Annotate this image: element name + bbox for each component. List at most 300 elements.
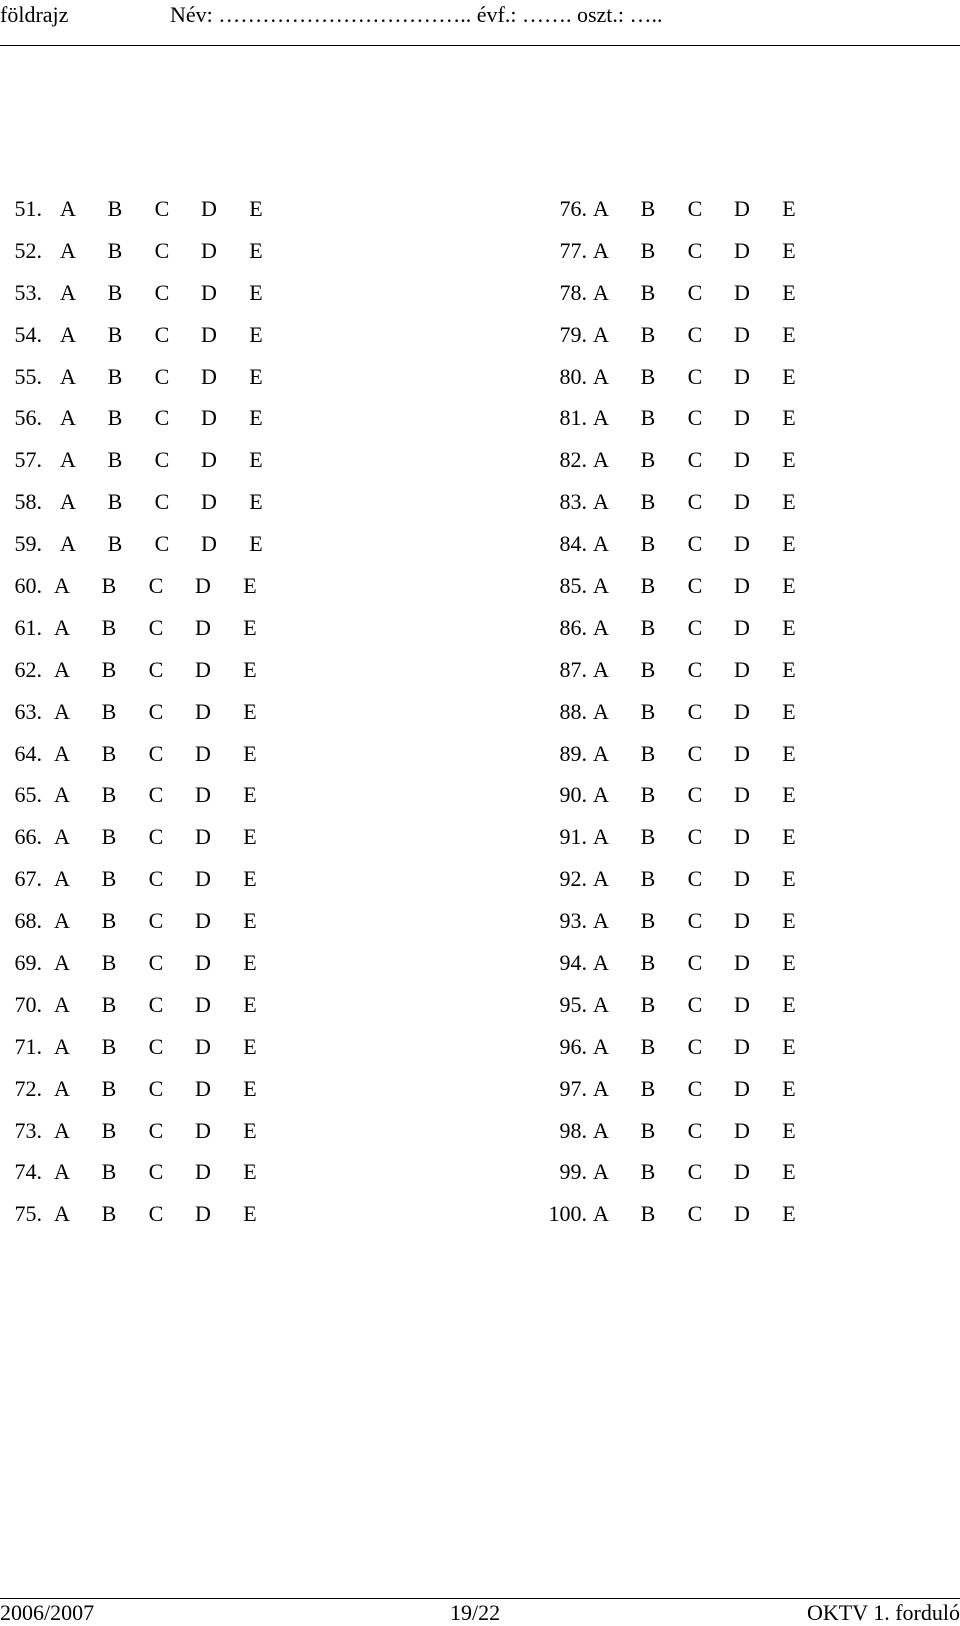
answer-option-e[interactable]: E bbox=[243, 698, 257, 724]
answer-option-c[interactable]: C bbox=[148, 1075, 164, 1101]
answer-option-b[interactable]: B bbox=[640, 656, 656, 682]
answer-option-d[interactable]: D bbox=[195, 1075, 211, 1101]
answer-option-a[interactable]: A bbox=[54, 573, 70, 599]
answer-option-d[interactable]: D bbox=[734, 196, 750, 221]
answer-option-c[interactable]: C bbox=[148, 1159, 164, 1185]
answer-option-c[interactable]: C bbox=[154, 321, 170, 347]
answer-option-b[interactable]: B bbox=[101, 656, 117, 682]
answer-option-a[interactable]: A bbox=[60, 447, 76, 473]
answer-option-a[interactable]: A bbox=[593, 782, 609, 808]
answer-option-e[interactable]: E bbox=[243, 1159, 257, 1185]
answer-option-d[interactable]: D bbox=[734, 698, 750, 724]
answer-option-a[interactable]: A bbox=[593, 740, 609, 766]
answer-row bbox=[520, 816, 840, 858]
answer-option-d[interactable]: D bbox=[195, 614, 211, 640]
student-info-line[interactable]: Név: …………………………….. évf.: ……. oszt.: ….. bbox=[170, 2, 663, 27]
answer-option-b[interactable]: B bbox=[640, 447, 656, 473]
answer-row bbox=[0, 942, 320, 984]
answer-option-d[interactable]: D bbox=[734, 573, 750, 599]
answer-option-a[interactable]: A bbox=[593, 1159, 609, 1185]
answer-option-a[interactable]: A bbox=[54, 866, 70, 892]
answer-option-b[interactable]: B bbox=[101, 824, 117, 850]
answer-option-c[interactable]: C bbox=[154, 405, 170, 431]
answer-option-a[interactable]: A bbox=[593, 363, 609, 389]
answer-option-a[interactable]: A bbox=[593, 1075, 609, 1101]
answer-option-a[interactable]: A bbox=[593, 489, 609, 515]
question-number: 86. bbox=[559, 614, 587, 640]
answer-option-a[interactable]: A bbox=[54, 740, 70, 766]
answer-row bbox=[520, 1110, 840, 1152]
answer-option-c[interactable]: C bbox=[154, 363, 170, 389]
answer-option-e[interactable]: E bbox=[249, 489, 263, 515]
answer-option-c[interactable]: C bbox=[687, 279, 703, 305]
answer-option-e[interactable]: E bbox=[782, 237, 796, 263]
answer-option-e[interactable]: E bbox=[782, 908, 796, 934]
question-number: 59. bbox=[14, 531, 42, 557]
answer-option-c[interactable]: C bbox=[148, 782, 164, 808]
answer-option-c[interactable]: C bbox=[687, 1117, 703, 1143]
answer-option-d[interactable]: D bbox=[201, 321, 217, 347]
answer-option-c[interactable]: C bbox=[148, 950, 164, 976]
answer-option-b[interactable]: B bbox=[101, 1201, 117, 1227]
answer-option-d[interactable]: D bbox=[195, 1159, 211, 1185]
answer-option-c[interactable]: C bbox=[687, 908, 703, 934]
answer-option-c[interactable]: C bbox=[687, 1033, 703, 1059]
answer-option-b[interactable]: B bbox=[107, 321, 123, 347]
answer-option-b[interactable]: B bbox=[107, 405, 123, 431]
answer-option-e[interactable]: E bbox=[243, 991, 257, 1017]
answer-option-c[interactable]: C bbox=[687, 196, 703, 221]
answer-option-e[interactable]: E bbox=[782, 405, 796, 431]
answer-option-c[interactable]: C bbox=[687, 656, 703, 682]
answer-option-c[interactable]: C bbox=[687, 950, 703, 976]
answer-option-d[interactable]: D bbox=[201, 405, 217, 431]
answer-option-d[interactable]: D bbox=[201, 531, 217, 557]
answer-option-d[interactable]: D bbox=[195, 782, 211, 808]
answer-option-b[interactable]: B bbox=[640, 866, 656, 892]
answer-option-d[interactable]: D bbox=[195, 991, 211, 1017]
answer-option-a[interactable]: A bbox=[54, 908, 70, 934]
answer-option-b[interactable]: B bbox=[101, 991, 117, 1017]
answer-option-e[interactable]: E bbox=[782, 740, 796, 766]
answer-option-b[interactable]: B bbox=[640, 824, 656, 850]
answer-option-d[interactable]: D bbox=[195, 866, 211, 892]
question-number: 53. bbox=[14, 279, 42, 305]
answer-option-e[interactable]: E bbox=[782, 363, 796, 389]
answer-option-e[interactable]: E bbox=[782, 656, 796, 682]
answer-option-d[interactable]: D bbox=[734, 950, 750, 976]
answer-option-e[interactable]: E bbox=[243, 1033, 257, 1059]
answer-option-e[interactable]: E bbox=[782, 991, 796, 1017]
answer-option-b[interactable]: B bbox=[107, 447, 123, 473]
answer-option-b[interactable]: B bbox=[640, 237, 656, 263]
answer-row bbox=[520, 481, 840, 523]
answer-option-d[interactable]: D bbox=[201, 237, 217, 263]
answer-option-d[interactable]: D bbox=[734, 1159, 750, 1185]
answer-option-a[interactable]: A bbox=[60, 196, 76, 221]
answer-row bbox=[520, 858, 840, 900]
answer-option-b[interactable]: B bbox=[107, 237, 123, 263]
answer-option-b[interactable]: B bbox=[640, 321, 656, 347]
answer-option-e[interactable]: E bbox=[243, 573, 257, 599]
answer-option-c[interactable]: C bbox=[687, 1159, 703, 1185]
answer-option-b[interactable]: B bbox=[101, 1033, 117, 1059]
question-number: 74. bbox=[14, 1159, 42, 1185]
answer-option-b[interactable]: B bbox=[107, 279, 123, 305]
question-number: 67. bbox=[14, 866, 42, 892]
answer-option-d[interactable]: D bbox=[734, 1201, 750, 1227]
answer-option-c[interactable]: C bbox=[148, 991, 164, 1017]
answer-option-b[interactable]: B bbox=[640, 950, 656, 976]
answer-option-d[interactable]: D bbox=[195, 740, 211, 766]
answer-option-e[interactable]: E bbox=[782, 196, 796, 221]
answer-option-b[interactable]: B bbox=[640, 1117, 656, 1143]
answer-option-a[interactable]: A bbox=[54, 782, 70, 808]
answer-option-c[interactable]: C bbox=[148, 656, 164, 682]
answer-option-b[interactable]: B bbox=[107, 531, 123, 557]
answer-option-d[interactable]: D bbox=[734, 656, 750, 682]
answer-option-e[interactable]: E bbox=[782, 1159, 796, 1185]
answer-option-c[interactable]: C bbox=[154, 279, 170, 305]
answer-option-c[interactable]: C bbox=[148, 698, 164, 724]
answer-option-a[interactable]: A bbox=[593, 1201, 609, 1227]
question-number: 90. bbox=[559, 782, 587, 808]
answer-option-e[interactable]: E bbox=[249, 363, 263, 389]
answer-option-a[interactable]: A bbox=[60, 321, 76, 347]
answer-option-b[interactable]: B bbox=[101, 1117, 117, 1143]
question-number: 96. bbox=[559, 1033, 587, 1059]
question-number: 75. bbox=[14, 1201, 42, 1227]
answer-option-b[interactable]: B bbox=[101, 950, 117, 976]
answer-row bbox=[0, 314, 320, 356]
answer-option-d[interactable]: D bbox=[201, 279, 217, 305]
answer-option-e[interactable]: E bbox=[249, 321, 263, 347]
answer-option-d[interactable]: D bbox=[734, 1117, 750, 1143]
answer-column-right bbox=[520, 188, 840, 1235]
answer-option-b[interactable]: B bbox=[101, 782, 117, 808]
answer-option-d[interactable]: D bbox=[195, 908, 211, 934]
answer-option-d[interactable]: D bbox=[734, 782, 750, 808]
answer-option-e[interactable]: E bbox=[243, 656, 257, 682]
question-number: 70. bbox=[14, 991, 42, 1017]
question-number: 97. bbox=[559, 1075, 587, 1101]
answer-option-b[interactable]: B bbox=[101, 1159, 117, 1185]
answer-option-b[interactable]: B bbox=[640, 698, 656, 724]
answer-option-e[interactable]: E bbox=[243, 1117, 257, 1143]
answer-option-d[interactable]: D bbox=[201, 363, 217, 389]
answer-row bbox=[520, 691, 840, 733]
answer-option-a[interactable]: A bbox=[593, 531, 609, 557]
answer-option-c[interactable]: C bbox=[148, 1201, 164, 1227]
answer-option-a[interactable]: A bbox=[54, 1033, 70, 1059]
answer-row bbox=[520, 230, 840, 272]
answer-option-a[interactable]: A bbox=[60, 489, 76, 515]
answer-option-b[interactable]: B bbox=[640, 991, 656, 1017]
answer-option-b[interactable]: B bbox=[640, 1075, 656, 1101]
answer-row bbox=[0, 1193, 320, 1235]
answer-option-c[interactable]: C bbox=[154, 531, 170, 557]
answer-option-b[interactable]: B bbox=[640, 1033, 656, 1059]
answer-option-e[interactable]: E bbox=[782, 782, 796, 808]
answer-option-d[interactable]: D bbox=[195, 950, 211, 976]
question-number: 69. bbox=[14, 950, 42, 976]
answer-option-d[interactable]: D bbox=[734, 447, 750, 473]
answer-option-c[interactable]: C bbox=[687, 531, 703, 557]
answer-option-c[interactable]: C bbox=[687, 489, 703, 515]
question-number: 63. bbox=[14, 698, 42, 724]
answer-option-a[interactable]: A bbox=[593, 1033, 609, 1059]
answer-option-a[interactable]: A bbox=[593, 614, 609, 640]
answer-option-a[interactable]: A bbox=[593, 237, 609, 263]
question-number: 58. bbox=[14, 489, 42, 515]
answer-option-a[interactable]: A bbox=[60, 279, 76, 305]
answer-option-b[interactable]: B bbox=[640, 489, 656, 515]
answer-option-a[interactable]: A bbox=[60, 405, 76, 431]
answer-option-c[interactable]: C bbox=[687, 740, 703, 766]
answer-option-d[interactable]: D bbox=[201, 447, 217, 473]
answer-option-c[interactable]: C bbox=[154, 237, 170, 263]
answer-option-b[interactable]: B bbox=[640, 279, 656, 305]
answer-option-c[interactable]: C bbox=[148, 573, 164, 599]
answer-option-a[interactable]: A bbox=[54, 1075, 70, 1101]
answer-row bbox=[520, 272, 840, 314]
answer-option-c[interactable]: C bbox=[148, 1117, 164, 1143]
answer-row bbox=[0, 649, 320, 691]
question-number: 54. bbox=[14, 321, 42, 347]
answer-row bbox=[520, 565, 840, 607]
answer-option-d[interactable]: D bbox=[734, 363, 750, 389]
answer-option-a[interactable]: A bbox=[593, 824, 609, 850]
question-number: 100. bbox=[548, 1201, 587, 1227]
answer-option-e[interactable]: E bbox=[243, 950, 257, 976]
answer-option-a[interactable]: A bbox=[60, 237, 76, 263]
answer-option-c[interactable]: C bbox=[687, 824, 703, 850]
answer-option-a[interactable]: A bbox=[60, 363, 76, 389]
answer-option-a[interactable]: A bbox=[593, 866, 609, 892]
answer-option-e[interactable]: E bbox=[782, 279, 796, 305]
answer-option-e[interactable]: E bbox=[243, 908, 257, 934]
answer-option-d[interactable]: D bbox=[195, 1201, 211, 1227]
answer-option-b[interactable]: B bbox=[640, 363, 656, 389]
answer-option-b[interactable]: B bbox=[640, 614, 656, 640]
question-number: 80. bbox=[559, 363, 587, 389]
question-number: 68. bbox=[14, 908, 42, 934]
answer-option-a[interactable]: A bbox=[54, 698, 70, 724]
competition-round: OKTV 1. forduló bbox=[807, 1600, 960, 1625]
answer-option-a[interactable]: A bbox=[593, 908, 609, 934]
answer-option-d[interactable]: D bbox=[734, 279, 750, 305]
answer-option-c[interactable]: C bbox=[687, 405, 703, 431]
answer-option-e[interactable]: E bbox=[243, 740, 257, 766]
answer-option-d[interactable]: D bbox=[734, 405, 750, 431]
question-number: 77. bbox=[559, 237, 587, 263]
question-number: 93. bbox=[559, 908, 587, 934]
answer-option-b[interactable]: B bbox=[107, 489, 123, 515]
answer-row bbox=[0, 439, 320, 481]
answer-option-c[interactable]: C bbox=[687, 614, 703, 640]
answer-option-d[interactable]: D bbox=[195, 1117, 211, 1143]
question-number: 89. bbox=[559, 740, 587, 766]
answer-option-d[interactable]: D bbox=[195, 1033, 211, 1059]
answer-option-d[interactable]: D bbox=[201, 489, 217, 515]
answer-option-c[interactable]: C bbox=[148, 908, 164, 934]
answer-option-b[interactable]: B bbox=[640, 405, 656, 431]
answer-option-b[interactable]: B bbox=[107, 363, 123, 389]
answer-option-d[interactable]: D bbox=[734, 908, 750, 934]
answer-option-a[interactable]: A bbox=[54, 656, 70, 682]
answer-option-d[interactable]: D bbox=[734, 1075, 750, 1101]
answer-option-c[interactable]: C bbox=[148, 614, 164, 640]
answer-option-d[interactable]: D bbox=[734, 824, 750, 850]
answer-option-a[interactable]: A bbox=[593, 196, 609, 221]
answer-option-a[interactable]: A bbox=[54, 1159, 70, 1185]
answer-option-e[interactable]: E bbox=[243, 614, 257, 640]
answer-option-d[interactable]: D bbox=[734, 866, 750, 892]
answer-option-c[interactable]: C bbox=[154, 489, 170, 515]
answer-option-d[interactable]: D bbox=[195, 656, 211, 682]
answer-option-e[interactable]: E bbox=[782, 531, 796, 557]
answer-option-a[interactable]: A bbox=[593, 279, 609, 305]
answer-option-b[interactable]: B bbox=[640, 196, 656, 221]
question-number: 98. bbox=[559, 1117, 587, 1143]
answer-column-left bbox=[0, 188, 320, 1235]
answer-option-b[interactable]: B bbox=[101, 698, 117, 724]
answer-option-b[interactable]: B bbox=[101, 573, 117, 599]
answer-option-b[interactable]: B bbox=[101, 1075, 117, 1101]
answer-option-c[interactable]: C bbox=[687, 237, 703, 263]
answer-option-c[interactable]: C bbox=[687, 1201, 703, 1227]
answer-option-e[interactable]: E bbox=[782, 1201, 796, 1227]
answer-option-a[interactable]: A bbox=[593, 573, 609, 599]
answer-option-a[interactable]: A bbox=[60, 531, 76, 557]
answer-option-e[interactable]: E bbox=[782, 614, 796, 640]
answer-row bbox=[520, 439, 840, 481]
answer-option-e[interactable]: E bbox=[782, 489, 796, 515]
answer-option-e[interactable]: E bbox=[782, 1075, 796, 1101]
answer-option-b[interactable]: B bbox=[107, 196, 123, 221]
answer-option-d[interactable]: D bbox=[734, 321, 750, 347]
answer-option-b[interactable]: B bbox=[640, 908, 656, 934]
answer-option-d[interactable]: D bbox=[734, 1033, 750, 1059]
answer-option-d[interactable]: D bbox=[734, 531, 750, 557]
answer-option-b[interactable]: B bbox=[640, 1159, 656, 1185]
answer-option-a[interactable]: A bbox=[593, 950, 609, 976]
answer-option-e[interactable]: E bbox=[249, 405, 263, 431]
answer-option-a[interactable]: A bbox=[54, 991, 70, 1017]
answer-option-e[interactable]: E bbox=[249, 279, 263, 305]
answer-option-b[interactable]: B bbox=[640, 1201, 656, 1227]
answer-option-d[interactable]: D bbox=[734, 237, 750, 263]
answer-option-e[interactable]: E bbox=[782, 573, 796, 599]
answer-option-c[interactable]: C bbox=[687, 782, 703, 808]
answer-option-e[interactable]: E bbox=[782, 824, 796, 850]
answer-option-a[interactable]: A bbox=[54, 1201, 70, 1227]
question-number: 81. bbox=[559, 405, 587, 431]
answer-option-a[interactable]: A bbox=[593, 698, 609, 724]
answer-option-e[interactable]: E bbox=[249, 531, 263, 557]
answer-option-c[interactable]: C bbox=[148, 1033, 164, 1059]
answer-option-c[interactable]: C bbox=[687, 363, 703, 389]
answer-option-e[interactable]: E bbox=[243, 866, 257, 892]
answer-option-d[interactable]: D bbox=[734, 740, 750, 766]
answer-option-d[interactable]: D bbox=[201, 196, 217, 221]
answer-option-b[interactable]: B bbox=[640, 782, 656, 808]
answer-option-e[interactable]: E bbox=[782, 698, 796, 724]
header-divider bbox=[0, 45, 960, 46]
answer-option-a[interactable]: A bbox=[593, 321, 609, 347]
answer-option-b[interactable]: B bbox=[101, 740, 117, 766]
answer-option-b[interactable]: B bbox=[640, 740, 656, 766]
answer-option-d[interactable]: D bbox=[734, 614, 750, 640]
answer-option-c[interactable]: C bbox=[687, 321, 703, 347]
answer-option-e[interactable]: E bbox=[243, 1201, 257, 1227]
answer-option-e[interactable]: E bbox=[782, 1117, 796, 1143]
answer-option-c[interactable]: C bbox=[687, 1075, 703, 1101]
answer-option-b[interactable]: B bbox=[640, 531, 656, 557]
answer-row bbox=[520, 1068, 840, 1110]
answer-option-e[interactable]: E bbox=[249, 447, 263, 473]
answer-option-c[interactable]: C bbox=[687, 573, 703, 599]
answer-option-a[interactable]: A bbox=[593, 405, 609, 431]
question-number: 56. bbox=[14, 405, 42, 431]
answer-option-e[interactable]: E bbox=[243, 824, 257, 850]
answer-option-e[interactable]: E bbox=[782, 321, 796, 347]
answer-option-c[interactable]: C bbox=[687, 698, 703, 724]
answer-option-c[interactable]: C bbox=[154, 447, 170, 473]
answer-option-d[interactable]: D bbox=[195, 698, 211, 724]
answer-option-a[interactable]: A bbox=[54, 1117, 70, 1143]
answer-option-a[interactable]: A bbox=[593, 1117, 609, 1143]
answer-option-a[interactable]: A bbox=[593, 656, 609, 682]
answer-option-c[interactable]: C bbox=[687, 866, 703, 892]
answer-row bbox=[0, 1110, 320, 1152]
answer-row bbox=[0, 1068, 320, 1110]
answer-option-e[interactable]: E bbox=[782, 950, 796, 976]
answer-option-c[interactable]: C bbox=[154, 196, 170, 221]
answer-option-b[interactable]: B bbox=[640, 573, 656, 599]
answer-option-e[interactable]: E bbox=[249, 237, 263, 263]
answer-option-c[interactable]: C bbox=[687, 447, 703, 473]
answer-row bbox=[520, 942, 840, 984]
answer-option-d[interactable]: D bbox=[195, 824, 211, 850]
answer-option-e[interactable]: E bbox=[249, 196, 263, 221]
answer-option-e[interactable]: E bbox=[782, 447, 796, 473]
answer-option-e[interactable]: E bbox=[782, 1033, 796, 1059]
answer-option-a[interactable]: A bbox=[54, 614, 70, 640]
answer-option-a[interactable]: A bbox=[593, 447, 609, 473]
answer-option-c[interactable]: C bbox=[148, 824, 164, 850]
answer-option-b[interactable]: B bbox=[101, 614, 117, 640]
question-number: 79. bbox=[559, 321, 587, 347]
question-number: 52. bbox=[14, 237, 42, 263]
answer-option-b[interactable]: B bbox=[101, 866, 117, 892]
answer-option-a[interactable]: A bbox=[593, 991, 609, 1017]
answer-option-d[interactable]: D bbox=[734, 991, 750, 1017]
answer-option-b[interactable]: B bbox=[101, 908, 117, 934]
answer-option-d[interactable]: D bbox=[195, 573, 211, 599]
question-number: 88. bbox=[559, 698, 587, 724]
answer-option-e[interactable]: E bbox=[243, 782, 257, 808]
answer-option-c[interactable]: C bbox=[687, 991, 703, 1017]
answer-option-a[interactable]: A bbox=[54, 950, 70, 976]
answer-option-e[interactable]: E bbox=[243, 1075, 257, 1101]
answer-option-e[interactable]: E bbox=[782, 866, 796, 892]
answer-option-d[interactable]: D bbox=[734, 489, 750, 515]
answer-option-a[interactable]: A bbox=[54, 824, 70, 850]
question-number: 60. bbox=[14, 573, 42, 599]
answer-option-c[interactable]: C bbox=[148, 740, 164, 766]
answer-option-c[interactable]: C bbox=[148, 866, 164, 892]
